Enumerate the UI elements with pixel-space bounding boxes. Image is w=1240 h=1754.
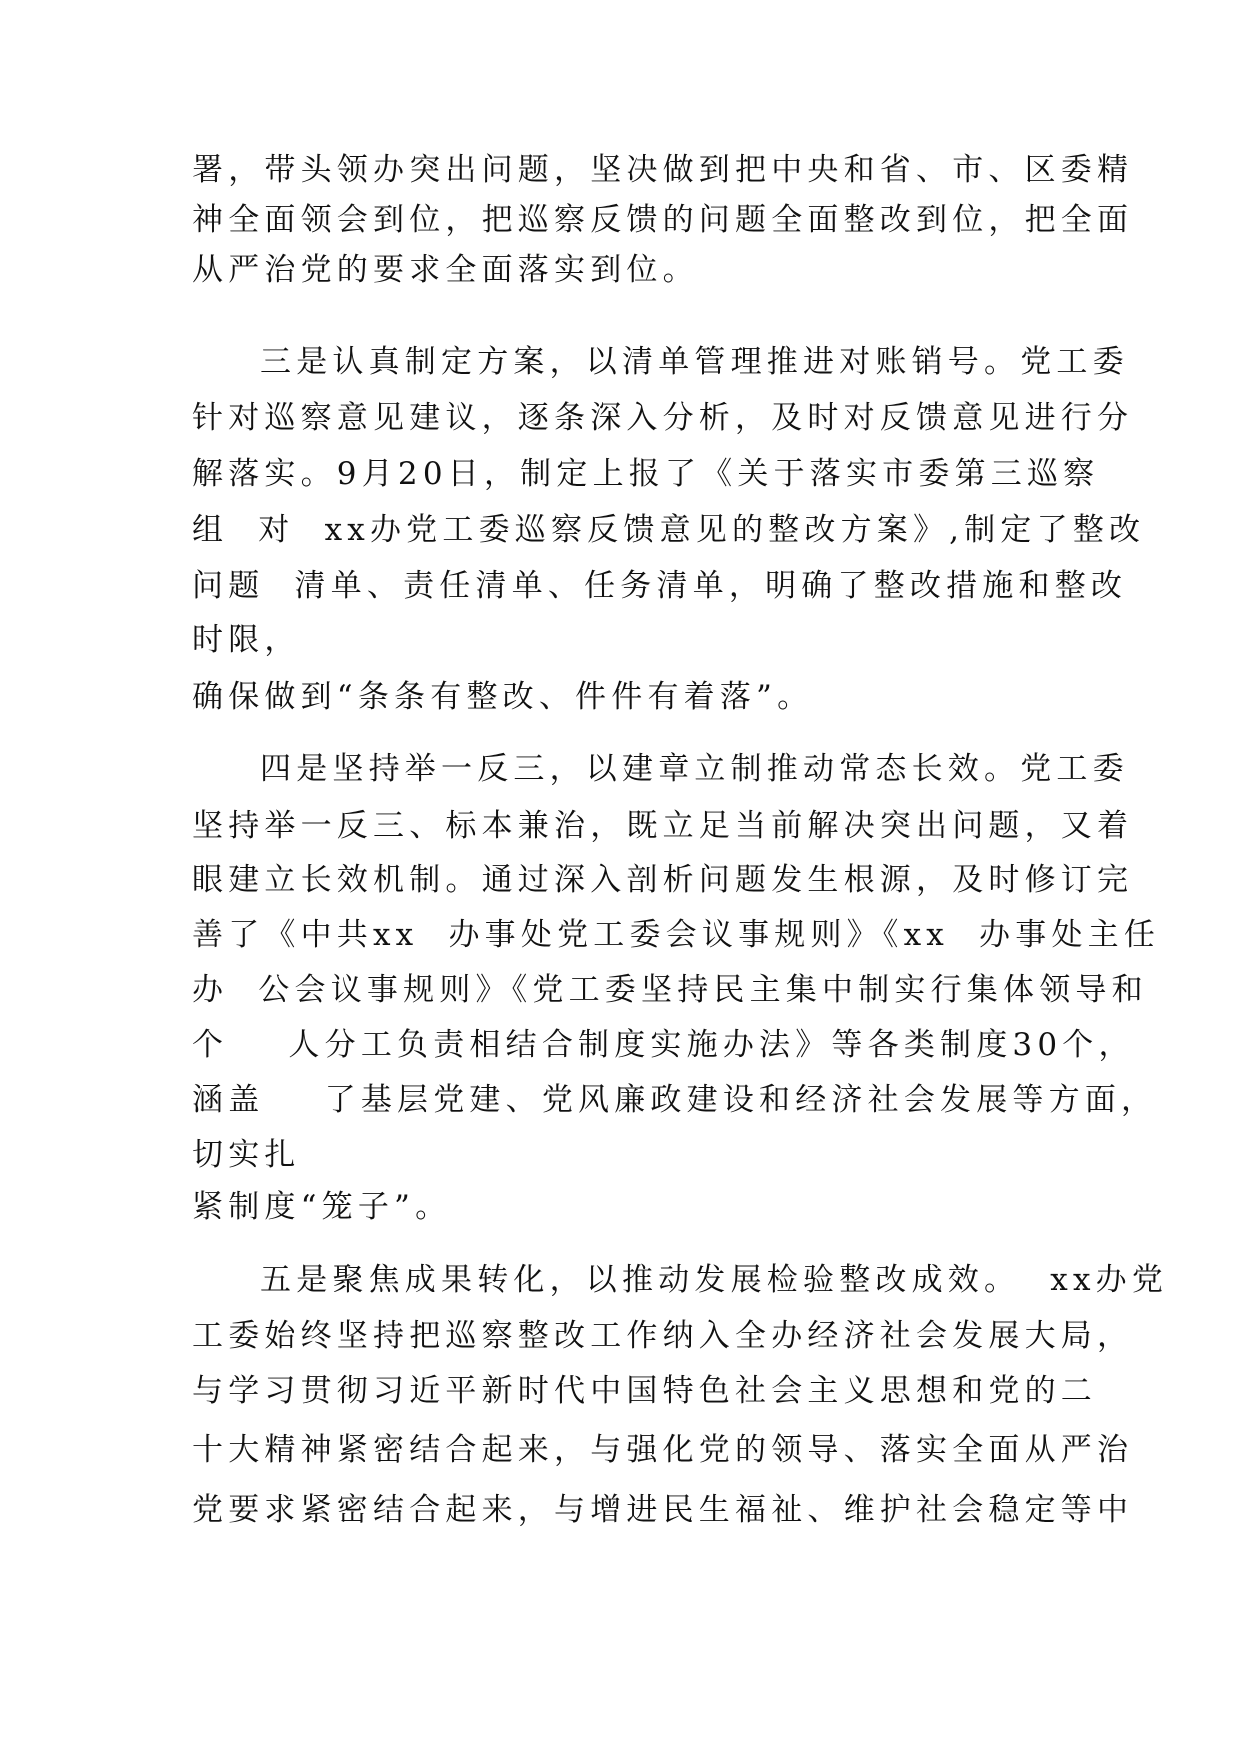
paragraph-line: 解落实。9月20日，制定上报了《关于落实市委第三巡察 [192,456,1100,492]
paragraph-line: 涵盖 了基层党建、党风廉政建设和经济社会发展等方面， [192,1082,1158,1118]
paragraph-line: 坚持举一反三、标本兼治，既立足当前解决突出问题，又着 [192,808,1134,844]
paragraph-line: 问题 清单、责任清单、任务清单，明确了整改措施和整改 [192,568,1128,604]
paragraph-line: 工委始终坚持把巡察整改工作纳入全办经济社会发展大局， [192,1318,1134,1354]
paragraph-line: 针对巡察意见建议，逐条深入分析，及时对反馈意见进行分 [192,400,1134,436]
paragraph-line: 五是聚焦成果转化，以推动发展检验整改成效。 xx办党 [260,1262,1169,1298]
paragraph-line: 眼建立长效机制。通过深入剖析问题发生根源，及时修订完 [192,862,1134,898]
paragraph-line: 从严治党的要求全面落实到位。 [192,252,699,288]
paragraph-line: 三是认真制定方案，以清单管理推进对账销号。党工委 [260,344,1129,380]
paragraph-line: 切实扎 [192,1137,301,1173]
paragraph-line: 组 对 xx办党工委巡察反馈意见的整改方案》,制定了整改 [192,512,1146,548]
paragraph-line: 确保做到“条条有整改、件件有着落”。 [192,679,814,715]
paragraph-line: 个 人分工负责相结合制度实施办法》等各类制度30个， [192,1027,1135,1063]
paragraph-line: 善了《中共xx 办事处党工委会议事规则》《xx 办事处主任 [192,917,1161,953]
paragraph-line: 党要求紧密结合起来，与增进民生福祉、维护社会稳定等中 [192,1492,1134,1528]
paragraph-line: 与学习贯彻习近平新时代中国特色社会主义思想和党的二 [192,1373,1097,1409]
paragraph-line: 时限， [192,622,301,658]
paragraph-line: 紧制度“笼子”。 [192,1189,452,1225]
paragraph-line: 神全面领会到位，把巡察反馈的问题全面整改到位，把全面 [192,202,1134,238]
paragraph-line: 四是坚持举一反三，以建章立制推动常态长效。党工委 [260,751,1129,787]
paragraph-line: 署，带头领办突出问题，坚决做到把中央和省、市、区委精 [192,152,1134,188]
paragraph-line: 十大精神紧密结合起来，与强化党的领导、落实全面从严治 [192,1432,1134,1468]
paragraph-line: 办 公会议事规则》《党工委坚持民主集中制实行集体领导和 [192,972,1148,1008]
